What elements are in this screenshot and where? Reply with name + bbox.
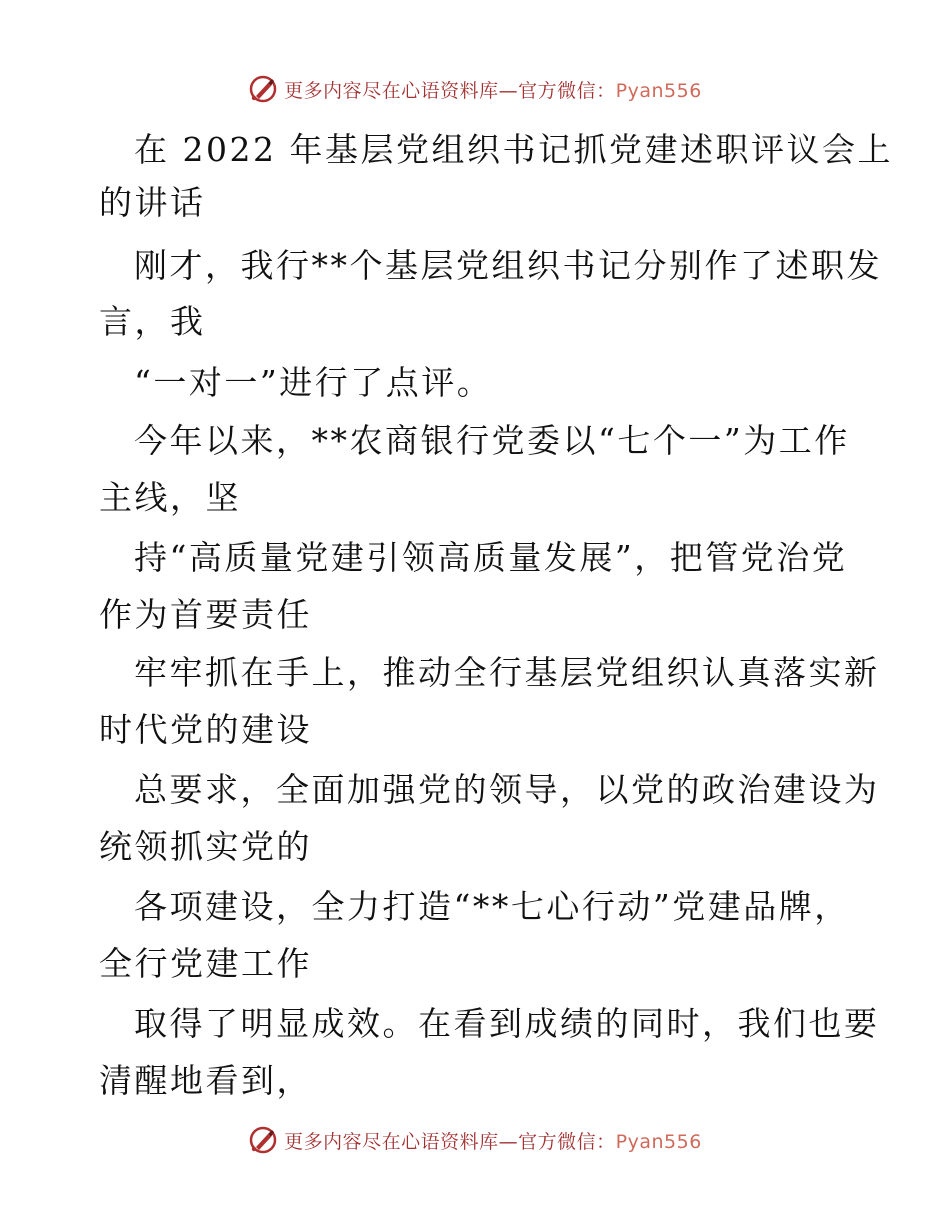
- text-line: 在 2022 年基层党组织书记抓党建述职评议会上: [134, 130, 893, 169]
- text-line: 清醒地看到，: [99, 1061, 312, 1100]
- watermark-text: 更多内容尽在心语资料库—官方微信：Pyan556: [284, 1130, 702, 1153]
- text-line: 取得了明显成效。在看到成绩的同时，我们也要: [134, 1004, 880, 1043]
- pen-logo-icon: [248, 1125, 278, 1155]
- text-line: 全行党建工作: [99, 944, 312, 983]
- text-line: 各项建设，全力打造“**七心行动”党建品牌，: [134, 887, 850, 926]
- text-line: 时代党的建设: [99, 710, 312, 749]
- footer-watermark: [0, 1123, 950, 1157]
- text-line: 总要求，全面加强党的领导，以党的政治建设为: [134, 770, 880, 809]
- text-line: “一对一”进行了点评。: [134, 363, 493, 402]
- text-line: 的讲话: [99, 183, 206, 222]
- text-line: 今年以来，**农商银行党委以“七个一”为工作: [134, 421, 850, 460]
- header-watermark: [0, 72, 950, 106]
- pen-logo-icon: [248, 74, 278, 104]
- watermark-text: 更多内容尽在心语资料库—官方微信：Pyan556: [284, 79, 702, 102]
- text-line: 作为首要责任: [99, 595, 312, 634]
- text-line: 言，我: [99, 302, 206, 341]
- text-line: 统领抓实党的: [99, 827, 312, 866]
- text-line: 主线，坚: [99, 478, 241, 517]
- text-line: 刚才，我行**个基层党组织书记分别作了述职发: [134, 246, 882, 285]
- text-line: 牢牢抓在手上，推动全行基层党组织认真落实新: [134, 653, 880, 692]
- text-line: 持“高质量党建引领高质量发展”，把管党治党: [134, 538, 848, 577]
